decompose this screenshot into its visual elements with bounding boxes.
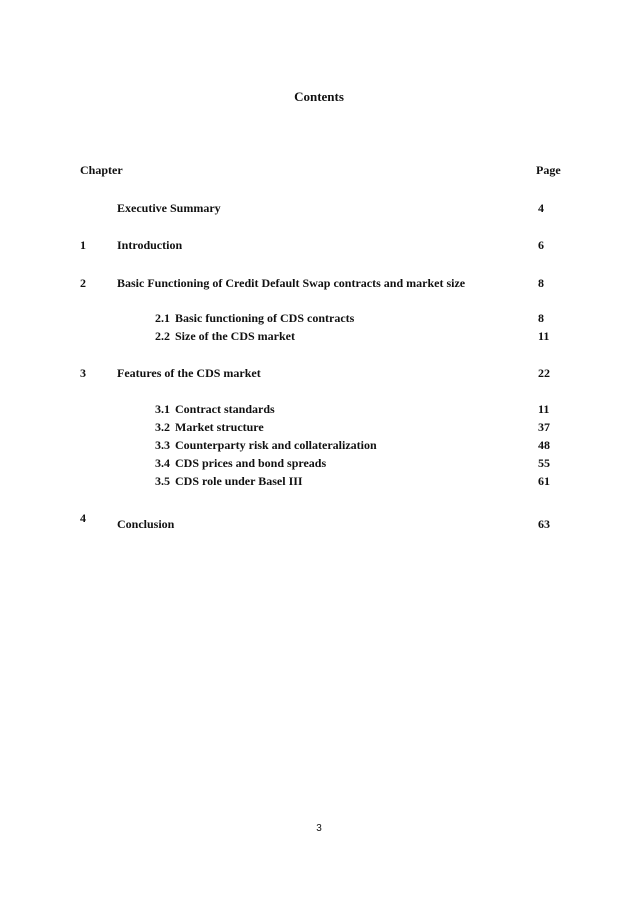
toc-entry-title: Introduction: [117, 238, 183, 252]
chapter-column-header: Chapter: [80, 163, 123, 177]
toc-entry-page: 22: [538, 366, 550, 380]
toc-subentry-title: Contract standards: [175, 402, 275, 416]
toc-entry-number: 4: [80, 511, 86, 525]
toc-subentry-page: 55: [538, 456, 550, 470]
toc-entry-page: 8: [538, 276, 544, 290]
toc-subentry-number: 2.1: [155, 311, 170, 325]
toc-subentry-title: Size of the CDS market: [175, 329, 295, 343]
toc-subentry-page: 11: [538, 402, 550, 416]
toc-subentry-title: Basic functioning of CDS contracts: [175, 311, 355, 325]
toc-subentry-page: 8: [538, 311, 544, 325]
toc-subentry-title: Market structure: [175, 420, 264, 434]
toc-entry-page: 63: [538, 517, 550, 531]
toc-entry-title: Features of the CDS market: [117, 366, 261, 380]
toc-entry-number: 2: [80, 276, 86, 290]
toc-subentry-title: CDS role under Basel III: [175, 474, 303, 488]
toc-subentry-page: 61: [538, 474, 550, 488]
toc-entry-title: Executive Summary: [117, 201, 221, 215]
toc-subentry-title: CDS prices and bond spreads: [175, 456, 327, 470]
toc-subentry-number: 3.3: [155, 438, 170, 452]
toc-subentry-number: 2.2: [155, 329, 170, 343]
page-column-header: Page: [536, 163, 561, 177]
page-number: 3: [316, 823, 322, 834]
toc-subentry-number: 3.5: [155, 474, 170, 488]
toc-subentry-page: 48: [538, 438, 550, 452]
toc-entry-number: 3: [80, 366, 86, 380]
toc-subentry-page: 37: [538, 420, 550, 434]
toc-entry-page: 4: [538, 201, 544, 215]
toc-entry-title: Conclusion: [117, 517, 175, 531]
toc-subentry-page: 11: [538, 329, 550, 343]
toc-subentry-number: 3.4: [155, 456, 170, 470]
toc-entry-title: Basic Functioning of Credit Default Swap contracts and market size: [117, 276, 466, 290]
page-title: Contents: [294, 89, 344, 104]
toc-entry-number: 1: [80, 238, 86, 252]
toc-subentry-title: Counterparty risk and collateralization: [175, 438, 377, 452]
toc-subentry-number: 3.2: [155, 420, 170, 434]
toc-entry-page: 6: [538, 238, 544, 252]
toc-subentry-number: 3.1: [155, 402, 170, 416]
